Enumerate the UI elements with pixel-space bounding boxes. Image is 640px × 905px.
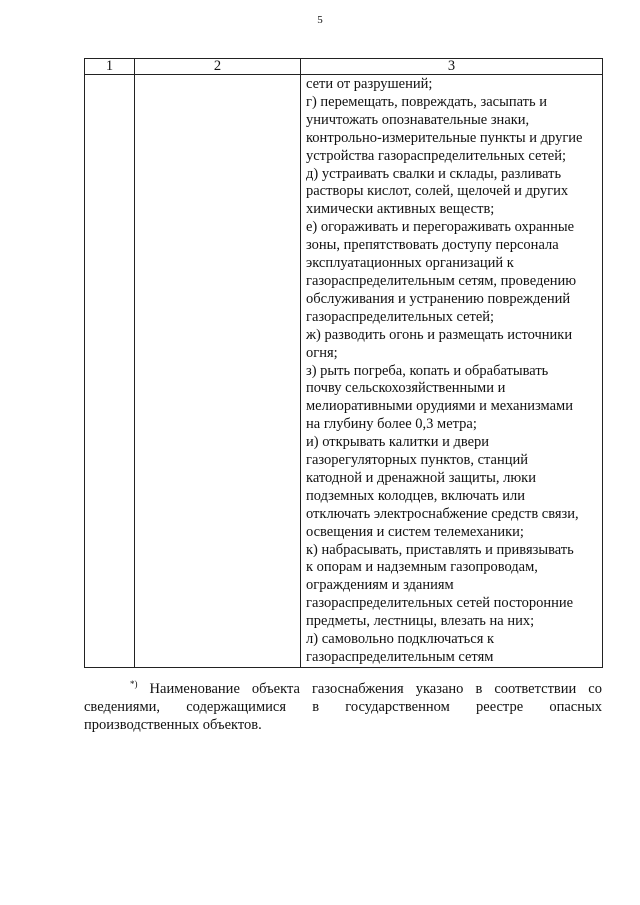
column-2-cell: [135, 75, 301, 668]
list-item: сети от разрушений;: [306, 76, 433, 92]
list-item: почву сельскохозяйственными и: [306, 380, 506, 397]
list-item: на глубину более 0,3 метра;: [306, 416, 477, 433]
list-item: обслуживания и устранению повреждений: [306, 290, 571, 307]
list-item: ограждениям и зданиям: [306, 577, 454, 594]
list-item: подземных колодцев, включать или: [306, 487, 526, 504]
list-item: д) устраивать свалки и склады, разливать: [306, 165, 562, 182]
list-item: газораспределительным сетям: [306, 649, 494, 665]
list-item: химически активных веществ;: [306, 201, 495, 218]
list-item: газораспределительных сетей посторонние: [306, 595, 574, 612]
list-item: устройства газораспределительных сетей;: [306, 147, 567, 164]
list-item: зоны, препятствовать доступу персонала: [306, 237, 559, 254]
footnote-paragraph: [84, 680, 602, 698]
list-item: газораспределительных сетей;: [306, 308, 495, 325]
footnote: [84, 680, 602, 734]
footnote-marker: *): [130, 679, 138, 690]
list-item: освещения и систем телемеханики;: [306, 523, 524, 540]
requirements-table: [84, 58, 603, 668]
list-item: растворы кислот, солей, щелочей и других: [306, 183, 569, 200]
column-header-2: 2: [135, 59, 301, 75]
footnote-paragraph-cont: [84, 698, 602, 734]
list-item: огня;: [306, 344, 338, 361]
column-1-cell: [85, 75, 135, 668]
footnote-line-3: производственных объектов.: [84, 717, 262, 733]
list-item: предметы, лестницы, влезать на них;: [306, 613, 535, 630]
table-row: [85, 75, 603, 668]
column-3-cell: [301, 75, 603, 668]
column-header-1: 1: [85, 59, 135, 75]
list-item: газораспределительным сетям, проведению: [306, 272, 577, 289]
column-header-3: 3: [301, 59, 603, 75]
list-item: эксплуатационных организаций к: [306, 255, 514, 272]
list-item: уничтожать опознавательные знаки,: [306, 111, 530, 128]
list-item: и) открывать калитки и двери: [306, 434, 490, 451]
list-item: з) рыть погреба, копать и обрабатывать: [306, 362, 549, 379]
list-item: газорегуляторных пунктов, станций: [306, 452, 528, 469]
list-item: мелиоративными орудиями и механизмами: [306, 398, 573, 415]
list-item: е) огораживать и перегораживать охранные: [306, 219, 575, 236]
list-item: к опорам и надземным газопроводам,: [306, 559, 538, 576]
list-item: катодной и дренажной защиты, люки: [306, 469, 536, 486]
footnote-line-2: сведениями, содержащимися в государственном реестре опасных: [84, 699, 602, 715]
list-item: контрольно-измерительные пункты и другие: [306, 129, 583, 146]
list-item: к) набрасывать, приставлять и привязывать: [306, 541, 574, 558]
list-item: г) перемещать, повреждать, засыпать и: [306, 93, 548, 110]
list-item: л) самовольно подключаться к: [306, 631, 495, 648]
table-header-row: [85, 59, 603, 75]
list-item: ж) разводить огонь и размещать источники: [306, 326, 573, 343]
footnote-text-1: Наименование объекта газоснабжения указано в соответствии со: [149, 681, 602, 697]
page-number: 5: [317, 14, 323, 26]
list-item: отключать электроснабжение средств связи,: [306, 505, 579, 522]
prohibitions-list: [301, 75, 602, 667]
footnote-line-1: [84, 680, 602, 698]
